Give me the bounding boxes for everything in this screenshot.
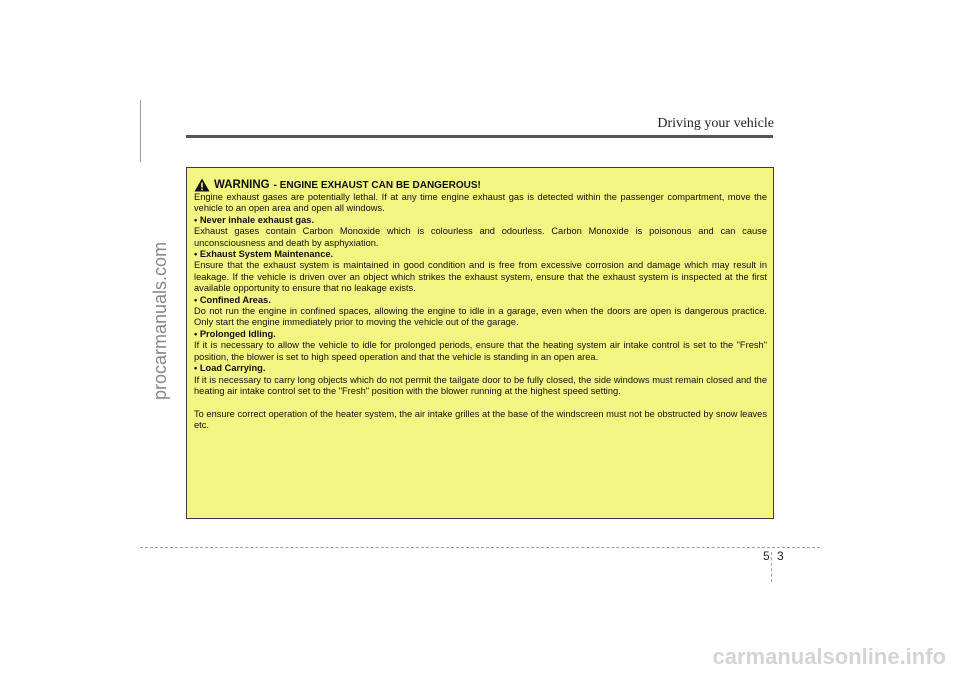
warning-box (186, 167, 774, 519)
page-number-separator (771, 552, 772, 582)
section-body-maintenance: Ensure that the exhaust system is maintained in good condition and is free from excessive corrosion and damage which may result in leakage. If the vehicle is driven over an object which strikes the exhaust system, ensure that the exhaust system is inspected at the first available opportunity to ensure that no leakage exists. (194, 260, 767, 294)
section-heading-inhale: • Never inhale exhaust gas. (194, 214, 315, 225)
site-watermark-bottom: carmanualsonline.info (712, 644, 946, 669)
section-heading-maintenance: • Exhaust System Maintenance. (194, 249, 334, 260)
warning-label: WARNING (214, 179, 270, 191)
warning-heading (194, 176, 767, 192)
site-watermark-left: procarmanuals.com (150, 241, 170, 400)
section-heading-idling: • Prolonged Idling. (194, 328, 276, 339)
section-body-load: If it is necessary to carry long objects which do not permit the tailgate door to be fully closed, the side windows must remain closed and the heating air intake control set to the "Fresh" position with the blower running at the highest speed setting. (194, 374, 767, 396)
warning-subtitle: - ENGINE EXHAUST CAN BE DANGEROUS! (273, 180, 481, 191)
section-body-inhale: Exhaust gases contain Carbon Monoxide which is colourless and odourless. Carbon Monoxide is poisonous and can cause unconsciousness and death by asphyxiation. (194, 226, 767, 248)
page-index: 3 (777, 549, 784, 563)
header-rule (186, 135, 773, 138)
page-chapter: 5 (763, 549, 770, 563)
warning-triangle-icon (194, 178, 210, 192)
section-body-idling: If it is necessary to allow the vehicle to idle for prolonged periods, ensure that the heating system air intake control is set to the "Fresh" position, the blower is set to high speed operation and that the vehicle is standing in an open area. (194, 340, 767, 362)
page-header-title: Driving your vehicle (657, 116, 774, 131)
section-heading-load: • Load Carrying. (194, 363, 266, 374)
section-body-confined: Do not run the engine in confined spaces, allowing the engine to idle in a garage, even when the doors are open is dangerous practice. Only start the engine immediately prior to moving the vehicle out of the garage. (194, 306, 767, 328)
margin-line (140, 100, 141, 162)
warning-closing: To ensure correct operation of the heater system, the air intake grilles at the base of the windscreen must not be obstructed by snow leaves etc. (194, 408, 767, 431)
section-heading-confined: • Confined Areas. (194, 294, 271, 305)
footer-dashed-rule (140, 547, 820, 548)
warning-intro: Engine exhaust gases are potentially lethal. If at any time engine exhaust gas is detected within the passenger compartment, move the vehicle to an open area and open all windows. (194, 192, 767, 214)
